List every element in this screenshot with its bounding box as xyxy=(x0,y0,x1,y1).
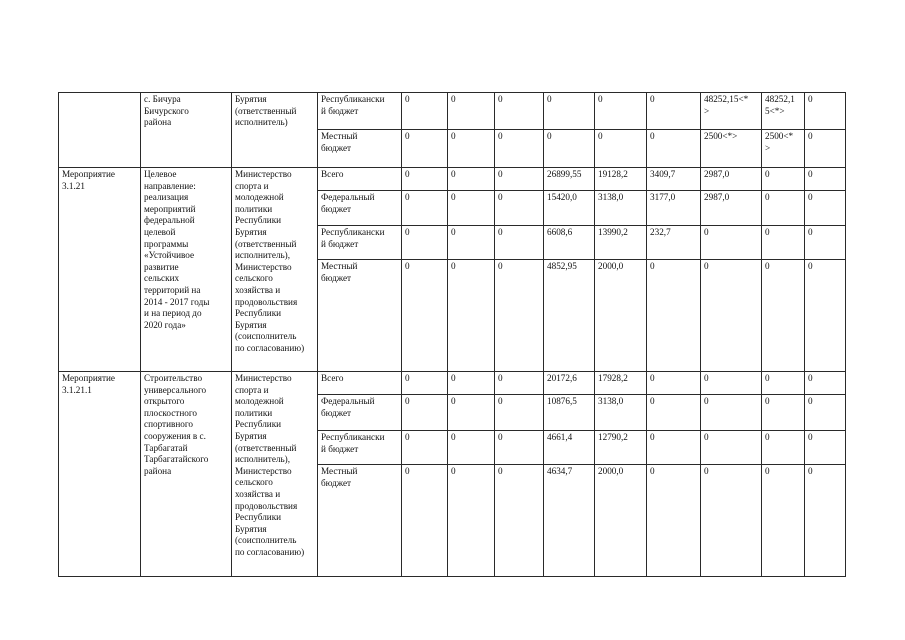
amount-cell: 0 xyxy=(495,130,544,168)
amount-cell: 0 xyxy=(448,395,495,431)
amount-cell: 0 xyxy=(402,372,448,395)
amount-cell: 0 xyxy=(762,260,805,372)
amount-cell: 0 xyxy=(544,130,595,168)
amount-cell: 232,7 xyxy=(647,226,701,260)
amount-cell: 3177,0 xyxy=(647,191,701,226)
amount-cell: 0 xyxy=(647,372,701,395)
amount-cell: 0 xyxy=(701,260,762,372)
amount-cell: 4661,4 xyxy=(544,431,595,465)
amount-cell: 3138,0 xyxy=(595,191,647,226)
amount-cell: 0 xyxy=(495,431,544,465)
amount-cell: 0 xyxy=(647,130,701,168)
amount-cell: 6608,6 xyxy=(544,226,595,260)
amount-cell: 20172,6 xyxy=(544,372,595,395)
amount-cell: 0 xyxy=(402,465,448,577)
amount-cell: 0 xyxy=(448,191,495,226)
table-row xyxy=(59,93,846,130)
amount-cell: 0 xyxy=(762,465,805,577)
amount-cell: 0 xyxy=(647,260,701,372)
amount-cell: 26899,55 xyxy=(544,168,595,191)
amount-cell: 0 xyxy=(762,168,805,191)
amount-cell: 0 xyxy=(647,431,701,465)
amount-cell: 0 xyxy=(495,395,544,431)
funding-source-cell: Федеральный бюджет xyxy=(318,395,402,431)
amount-cell: 13990,2 xyxy=(595,226,647,260)
amount-cell: 0 xyxy=(495,191,544,226)
executor-cell: Министерство спорта и молодежной политики Республики Бурятия (ответственный исполнитель), Министерство сельского хозяйства и продовольствия Республики Бурятия (соисполнитель по согласованию) xyxy=(232,168,318,372)
amount-cell: 48252,15<* > xyxy=(701,93,762,130)
amount-cell: 0 xyxy=(495,93,544,130)
amount-cell: 0 xyxy=(805,168,846,191)
amount-cell: 0 xyxy=(448,260,495,372)
amount-cell: 2987,0 xyxy=(701,168,762,191)
amount-cell: 0 xyxy=(595,93,647,130)
amount-cell: 0 xyxy=(402,431,448,465)
amount-cell: 2000,0 xyxy=(595,260,647,372)
amount-cell: 15420,0 xyxy=(544,191,595,226)
amount-cell: 0 xyxy=(402,168,448,191)
funding-source-cell: Федеральный бюджет xyxy=(318,191,402,226)
amount-cell: 4852,95 xyxy=(544,260,595,372)
amount-cell: 0 xyxy=(402,226,448,260)
amount-cell: 0 xyxy=(595,130,647,168)
funding-source-cell: Местный бюджет xyxy=(318,465,402,577)
amount-cell: 0 xyxy=(448,93,495,130)
funding-source-cell: Всего xyxy=(318,168,402,191)
amount-cell: 0 xyxy=(448,168,495,191)
amount-cell: 17928,2 xyxy=(595,372,647,395)
amount-cell: 4634,7 xyxy=(544,465,595,577)
amount-cell: 12790,2 xyxy=(595,431,647,465)
amount-cell: 0 xyxy=(805,191,846,226)
amount-cell: 0 xyxy=(495,372,544,395)
amount-cell: 0 xyxy=(402,395,448,431)
funding-source-cell: Республикански й бюджет xyxy=(318,431,402,465)
amount-cell: 0 xyxy=(805,260,846,372)
amount-cell: 0 xyxy=(402,93,448,130)
table-row xyxy=(59,168,846,191)
measure-name-cell: Строительство универсального открытого плоскостного спортивного сооружения в с. Тарбагатай Тарбагатайского района xyxy=(141,372,232,577)
executor-cell: Министерство спорта и молодежной политики Республики Бурятия (ответственный исполнитель), Министерство сельского хозяйства и продовольствия Республики Бурятия (соисполнитель по согласованию) xyxy=(232,372,318,577)
funding-source-cell: Республикански й бюджет xyxy=(318,226,402,260)
funding-source-cell: Всего xyxy=(318,372,402,395)
amount-cell: 0 xyxy=(647,465,701,577)
measure-cell xyxy=(59,93,141,168)
amount-cell: 0 xyxy=(495,168,544,191)
budget-table xyxy=(58,92,846,577)
amount-cell: 0 xyxy=(762,226,805,260)
measure-name-cell: Целевое направление: реализация мероприятий федеральной целевой программы «Устойчивое развитие сельских территорий на 2014 - 2017 годы и на период до 2020 года» xyxy=(141,168,232,372)
amount-cell: 0 xyxy=(495,465,544,577)
measure-cell: Мероприятие 3.1.21 xyxy=(59,168,141,372)
amount-cell: 0 xyxy=(762,372,805,395)
amount-cell: 0 xyxy=(402,260,448,372)
amount-cell: 0 xyxy=(805,465,846,577)
funding-source-cell: Местный бюджет xyxy=(318,260,402,372)
amount-cell: 0 xyxy=(762,395,805,431)
amount-cell: 0 xyxy=(402,191,448,226)
measure-cell: Мероприятие 3.1.21.1 xyxy=(59,372,141,577)
amount-cell: 0 xyxy=(448,226,495,260)
amount-cell: 3138,0 xyxy=(595,395,647,431)
amount-cell: 0 xyxy=(701,465,762,577)
funding-source-cell: Республикански й бюджет xyxy=(318,93,402,130)
amount-cell: 0 xyxy=(402,130,448,168)
amount-cell: 0 xyxy=(701,372,762,395)
amount-cell: 0 xyxy=(448,372,495,395)
amount-cell: 0 xyxy=(448,431,495,465)
amount-cell: 48252,1 5<*> xyxy=(762,93,805,130)
amount-cell: 10876,5 xyxy=(544,395,595,431)
amount-cell: 0 xyxy=(495,260,544,372)
amount-cell: 0 xyxy=(647,93,701,130)
amount-cell: 0 xyxy=(448,130,495,168)
table-row xyxy=(59,372,846,395)
amount-cell: 2987,0 xyxy=(701,191,762,226)
amount-cell: 0 xyxy=(762,191,805,226)
amount-cell: 0 xyxy=(762,431,805,465)
executor-cell: Бурятия (ответственный исполнитель) xyxy=(232,93,318,168)
amount-cell: 0 xyxy=(701,226,762,260)
amount-cell: 0 xyxy=(544,93,595,130)
amount-cell: 2500<* > xyxy=(762,130,805,168)
amount-cell: 0 xyxy=(805,130,846,168)
funding-source-cell: Местный бюджет xyxy=(318,130,402,168)
amount-cell: 0 xyxy=(647,395,701,431)
amount-cell: 0 xyxy=(805,226,846,260)
amount-cell: 0 xyxy=(448,465,495,577)
amount-cell: 0 xyxy=(805,431,846,465)
amount-cell: 0 xyxy=(805,395,846,431)
amount-cell: 2500<*> xyxy=(701,130,762,168)
amount-cell: 0 xyxy=(701,431,762,465)
amount-cell: 3409,7 xyxy=(647,168,701,191)
amount-cell: 0 xyxy=(805,93,846,130)
amount-cell: 0 xyxy=(701,395,762,431)
amount-cell: 0 xyxy=(495,226,544,260)
amount-cell: 2000,0 xyxy=(595,465,647,577)
measure-name-cell: с. Бичура Бичурского района xyxy=(141,93,232,168)
amount-cell: 0 xyxy=(805,372,846,395)
amount-cell: 19128,2 xyxy=(595,168,647,191)
